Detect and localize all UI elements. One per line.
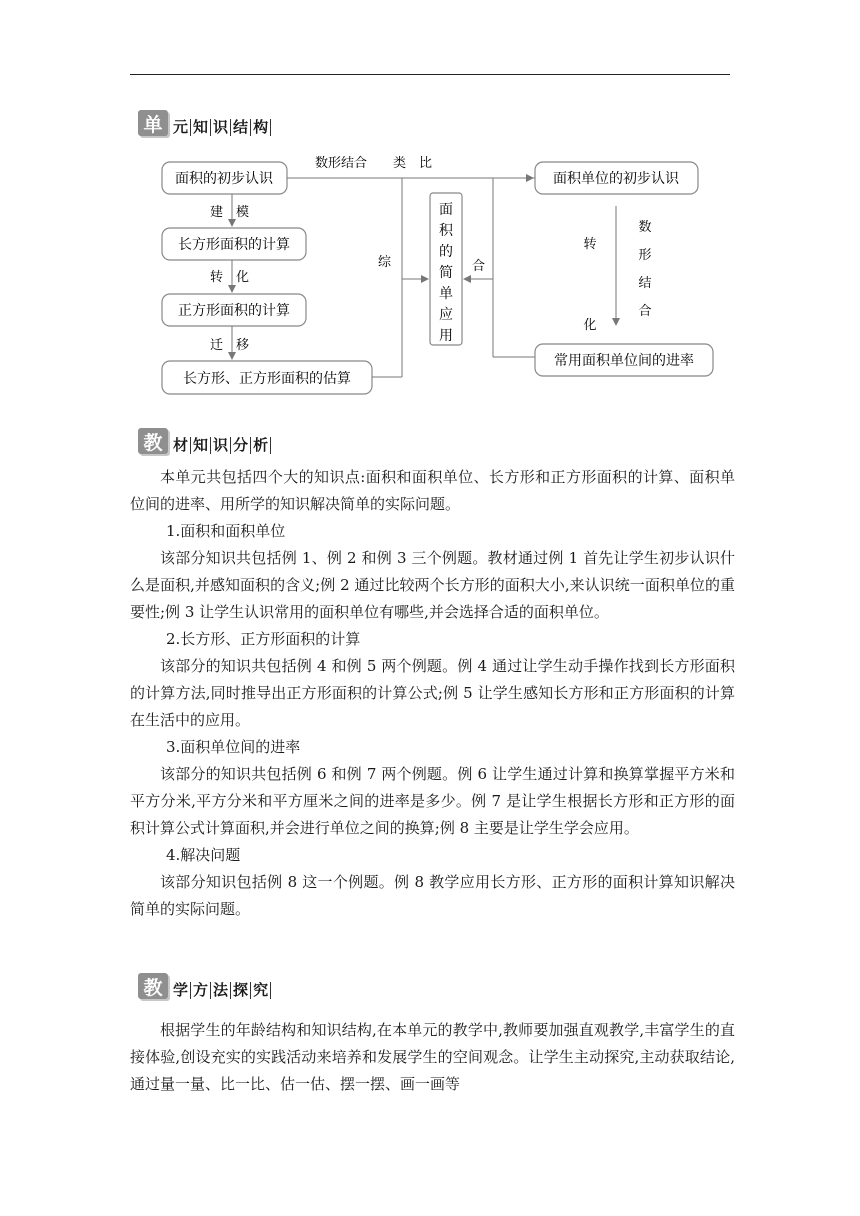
center-box-application	[430, 193, 462, 345]
heading-char: 析	[251, 437, 271, 454]
heading-char: 学	[171, 982, 191, 999]
arrow-label-transform: 转 化	[210, 270, 250, 285]
svg-text:面积的简单应用: 面积的简单应用	[439, 202, 453, 344]
heading-char: 究	[251, 982, 271, 999]
heading-char: 识	[211, 119, 231, 136]
paragraph: 根据学生的年龄结构和知识结构,在本单元的教学中,教师要加强直观教学,丰富学生的直接体验,创设充实的实践活动来培养和发展学生的空间观念。让学生主动探究,主动获取结论,通过量一量、比一比、估一估、摆一摆、画一画等	[130, 1021, 735, 1093]
heading-char: 结	[231, 119, 251, 136]
right-box-label: 常用面积单位间的进率	[554, 353, 694, 369]
heading-char: 知	[191, 437, 211, 454]
heading-char: 方	[191, 982, 211, 999]
join-label-left: 综	[378, 255, 392, 270]
paragraph: 该部分知识包括例 8 这一个例题。例 8 教学应用长方形、正方形的面积计算知识解决简单的实际问题。	[130, 873, 735, 918]
right-box-unit-intro	[535, 162, 698, 194]
section-badge: 教	[138, 973, 168, 999]
section-heading-analysis	[138, 428, 271, 454]
section-heading-structure	[138, 110, 271, 136]
left-box-rect-area	[162, 228, 306, 260]
section-badge: 教	[138, 428, 168, 454]
subheading: 3.面积单位间的进率	[166, 738, 301, 756]
subheading: 2.长方形、正方形面积的计算	[166, 630, 361, 648]
left-box-square-area	[162, 294, 306, 326]
paragraph: 该部分知识共包括例 1、例 2 和例 3 三个例题。教材通过例 1 首先让学生初步认识什么是面积,并感知面积的含义;例 2 通过比较两个长方形的面积大小,来认识统一面积单位的重要性;例 3 让学生认识常用的面积单位有哪些,并会选择合适的面积单位。	[130, 549, 735, 621]
analysis-text	[130, 464, 735, 923]
right-box-conversion-rate	[535, 344, 713, 376]
left-box-label: 正方形面积的计算	[178, 303, 290, 319]
subheading: 4.解决问题	[166, 846, 241, 864]
heading-char: 知	[191, 119, 211, 136]
left-box-estimation	[162, 361, 372, 394]
heading-char: 识	[211, 437, 231, 454]
left-box-label: 长方形面积的计算	[178, 237, 290, 253]
heading-char: 构	[251, 119, 271, 136]
section-badge: 单	[138, 110, 168, 136]
heading-char: 材	[171, 437, 191, 454]
heading-char: 分	[231, 437, 251, 454]
paragraph: 该部分的知识共包括例 6 和例 7 两个例题。例 6 让学生通过计算和换算掌握平方米和平方分米,平方分米和平方厘米之间的进率是多少。例 7 是让学生根据长方形和正方形的面积计算公式计算面积,并会进行单位之间的换算;例 8 主要是让学生学会应用。	[130, 765, 735, 837]
arrow-label-transfer: 迁 移	[210, 338, 250, 353]
left-box-area-intro	[162, 162, 287, 194]
left-box-label: 面积的初步认识	[175, 171, 273, 187]
header-rule	[130, 74, 730, 75]
subheading: 1.面积和面积单位	[166, 522, 286, 540]
heading-char: 法	[211, 982, 231, 999]
heading-char: 探	[231, 982, 251, 999]
top-arrow-label: 数形结合 类 比	[315, 156, 433, 171]
paragraph: 本单元共包括四个大的知识点:面积和面积单位、长方形和正方形面积的计算、面积单位间的进率、用所学的知识解决简单的实际问题。	[130, 468, 735, 513]
left-box-label: 长方形、正方形面积的估算	[183, 371, 351, 387]
join-label-right: 合	[472, 259, 486, 274]
arrow-label-modeling: 建 模	[210, 205, 250, 220]
right-box-label: 面积单位的初步认识	[553, 171, 679, 187]
heading-char: 元	[171, 119, 191, 136]
right-arrow-label-shape-number: 数形结合	[638, 220, 652, 319]
knowledge-structure-diagram	[150, 150, 730, 400]
right-arrow-label-transform: 转 化	[583, 237, 597, 333]
paragraph: 该部分的知识共包括例 4 和例 5 两个例题。例 4 通过让学生动手操作找到长方形面积的计算方法,同时推导出正方形面积的计算公式;例 5 让学生感知长方形和正方形面积的计算在生活中的应用。	[130, 657, 735, 729]
methods-text	[130, 1017, 735, 1098]
section-heading-methods	[138, 973, 271, 999]
